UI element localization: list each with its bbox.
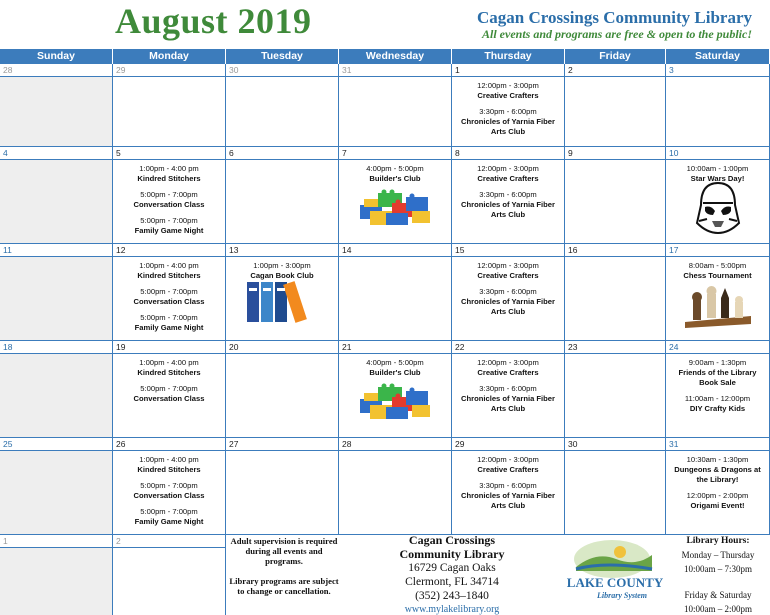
day-number: 19 xyxy=(113,341,225,354)
day-cell[interactable] xyxy=(226,244,339,340)
day-number: 28 xyxy=(0,64,112,77)
phone-number: (352) 243–1840 xyxy=(415,590,489,602)
event-time: 12:00pm - 2:00pm xyxy=(686,491,749,500)
library-name: Cagan Crossings Community Library xyxy=(476,8,752,27)
calendar-event[interactable] xyxy=(454,287,562,317)
day-cell[interactable] xyxy=(113,244,226,340)
event-name: Star Wars Day! xyxy=(690,174,745,183)
calendar-event[interactable] xyxy=(115,261,223,281)
day-number: 31 xyxy=(666,438,769,451)
day-number: 12 xyxy=(113,244,225,257)
event-time: 3:30pm - 6:00pm xyxy=(479,107,537,116)
day-number: 2 xyxy=(565,64,665,77)
event-time: 11:00am - 12:00pm xyxy=(684,394,751,403)
day-number: 29 xyxy=(113,64,225,77)
day-number: 6 xyxy=(226,147,338,160)
calendar-event[interactable] xyxy=(115,455,223,475)
day-cell[interactable] xyxy=(113,341,226,437)
lake-county-logo xyxy=(566,537,664,609)
day-number: 9 xyxy=(565,147,665,160)
calendar-event[interactable] xyxy=(115,384,223,404)
footer-library-name-2: Community Library xyxy=(399,547,505,561)
hours-title: Library Hours: xyxy=(686,536,750,546)
day-number: 30 xyxy=(565,438,665,451)
event-time: 5:00pm - 7:00pm xyxy=(140,190,198,199)
event-time: 9:00am - 1:30pm xyxy=(688,358,747,367)
event-time: 5:00pm - 7:00pm xyxy=(140,216,198,225)
day-cell[interactable] xyxy=(452,64,565,146)
calendar-event[interactable] xyxy=(454,190,562,220)
day-number: 22 xyxy=(452,341,564,354)
day-number: 23 xyxy=(565,341,665,354)
day-cell[interactable] xyxy=(666,244,770,340)
event-time: 5:00pm - 7:00pm xyxy=(140,481,198,490)
library-hours xyxy=(666,534,770,615)
event-name: Kindred Stitchers xyxy=(137,465,201,474)
address-line-2: Clermont, FL 34714 xyxy=(405,576,499,588)
day-cell[interactable] xyxy=(0,438,113,534)
weekday-wednesday: Wednesday xyxy=(339,49,452,64)
day-number: 25 xyxy=(0,438,112,451)
calendar-event[interactable] xyxy=(454,81,562,101)
event-name: Family Game Night xyxy=(134,226,204,235)
day-cell[interactable] xyxy=(565,341,666,437)
event-name: Family Game Night xyxy=(134,323,204,332)
day-cell[interactable] xyxy=(113,535,226,615)
calendar-event[interactable] xyxy=(115,507,223,527)
calendar-event[interactable] xyxy=(115,216,223,236)
tagline: All events and programs are free & open to the public! xyxy=(482,27,752,41)
event-name: Cagan Book Club xyxy=(250,271,314,280)
hours-weekday: 10:00am – 7:30pm xyxy=(684,564,752,574)
event-name: Family Game Night xyxy=(134,517,204,526)
day-number: 11 xyxy=(0,244,112,257)
event-time: 12:00pm - 3:00pm xyxy=(477,261,539,270)
day-number: 17 xyxy=(666,244,769,257)
weekday-sunday: Sunday xyxy=(0,49,113,64)
day-number: 4 xyxy=(0,147,112,160)
event-name: Creative Crafters xyxy=(477,271,539,280)
day-cell[interactable] xyxy=(0,147,113,243)
day-number: 24 xyxy=(666,341,769,354)
day-cell[interactable] xyxy=(0,244,113,340)
day-cell[interactable] xyxy=(339,438,452,534)
event-time: 1:00pm - 4:00 pm xyxy=(139,164,199,173)
supervision-notice: Adult supervision is required during all events and programs. xyxy=(230,536,338,566)
logo-subtext: Library System xyxy=(597,591,647,600)
event-name: Creative Crafters xyxy=(477,465,539,474)
event-name: Creative Crafters xyxy=(477,91,539,100)
day-cell[interactable] xyxy=(666,438,770,534)
event-name: Creative Crafters xyxy=(477,368,539,377)
event-time: 12:00pm - 3:00pm xyxy=(477,455,539,464)
day-number: 10 xyxy=(666,147,769,160)
day-number: 16 xyxy=(565,244,665,257)
event-name: Conversation Class xyxy=(133,200,205,209)
books-icon xyxy=(245,278,321,329)
day-cell[interactable] xyxy=(666,64,770,146)
event-name: Builder's Club xyxy=(369,174,421,183)
weekday-friday: Friday xyxy=(565,49,666,64)
website-link[interactable]: www.mylakelibrary.org xyxy=(404,604,500,615)
day-cell[interactable] xyxy=(339,341,452,437)
event-name: Chronicles of Yarnia Fiber Arts Club xyxy=(461,200,555,219)
weekday-tuesday: Tuesday xyxy=(226,49,339,64)
calendar-event[interactable] xyxy=(668,455,767,485)
calendar-event[interactable] xyxy=(454,107,562,137)
calendar-event[interactable] xyxy=(454,481,562,511)
day-number: 28 xyxy=(339,438,451,451)
calendar-event[interactable] xyxy=(454,384,562,414)
event-time: 12:00pm - 3:00pm xyxy=(477,81,539,90)
event-name: Chronicles of Yarnia Fiber Arts Club xyxy=(461,491,555,510)
calendar-event[interactable] xyxy=(454,455,562,475)
event-time: 5:00pm - 7:00pm xyxy=(140,507,198,516)
event-name: DIY Crafty Kids xyxy=(689,404,746,413)
footer-address xyxy=(342,533,562,615)
day-cell[interactable] xyxy=(565,64,666,146)
event-time: 3:30pm - 6:00pm xyxy=(479,384,537,393)
day-number: 29 xyxy=(452,438,564,451)
stormtrooper-helmet-icon xyxy=(693,179,743,240)
day-cell[interactable] xyxy=(666,341,770,437)
day-number: 31 xyxy=(339,64,451,77)
event-time: 3:30pm - 6:00pm xyxy=(479,287,537,296)
calendar-week xyxy=(0,64,770,147)
day-number: 18 xyxy=(0,341,112,354)
calendar-event[interactable] xyxy=(115,287,223,307)
event-time: 12:00pm - 3:00pm xyxy=(477,164,539,173)
event-name: Chronicles of Yarnia Fiber Arts Club xyxy=(461,394,555,413)
day-number: 7 xyxy=(339,147,451,160)
calendar-event[interactable] xyxy=(341,164,449,184)
event-time: 4:00pm - 5:00pm xyxy=(366,358,424,367)
event-name: Chess Tournament xyxy=(683,271,752,280)
hours-weekday-label: Monday – Thursday xyxy=(681,550,755,560)
day-cell[interactable] xyxy=(0,64,113,146)
day-cell[interactable] xyxy=(226,438,339,534)
day-number: 8 xyxy=(452,147,564,160)
day-cell[interactable] xyxy=(452,438,565,534)
calendar-event[interactable] xyxy=(668,394,767,414)
event-name: Conversation Class xyxy=(133,491,205,500)
event-time: 1:00pm - 4:00 pm xyxy=(139,455,199,464)
calendar-week xyxy=(0,147,770,244)
day-number: 1 xyxy=(452,64,564,77)
change-notice: Library programs are subject to change or cancellation. xyxy=(229,576,339,596)
day-cell[interactable] xyxy=(339,147,452,243)
event-time: 5:00pm - 7:00pm xyxy=(140,313,198,322)
event-time: 12:00pm - 3:00pm xyxy=(477,358,539,367)
day-number: 27 xyxy=(226,438,338,451)
day-cell[interactable] xyxy=(113,64,226,146)
day-number: 20 xyxy=(226,341,338,354)
day-cell[interactable] xyxy=(452,147,565,243)
calendar-event[interactable] xyxy=(668,358,767,388)
day-cell[interactable] xyxy=(666,147,770,243)
logo-text: LAKE COUNTY xyxy=(566,575,664,590)
event-time: 5:00pm - 7:00pm xyxy=(140,287,198,296)
event-name: Chronicles of Yarnia Fiber Arts Club xyxy=(461,297,555,316)
month-title: August 2019 xyxy=(115,1,312,41)
calendar-event[interactable] xyxy=(115,481,223,501)
day-number: 15 xyxy=(452,244,564,257)
calendar-week xyxy=(0,438,770,535)
event-time: 4:00pm - 5:00pm xyxy=(366,164,424,173)
event-time: 8:00am - 5:00pm xyxy=(688,261,747,270)
calendar-event[interactable] xyxy=(115,358,223,378)
weekday-monday: Monday xyxy=(113,49,226,64)
hours-weekend-label: Friday & Saturday xyxy=(684,590,752,600)
day-cell[interactable] xyxy=(226,64,339,146)
day-cell[interactable] xyxy=(0,535,113,615)
event-name: Conversation Class xyxy=(133,394,205,403)
calendar-event[interactable] xyxy=(668,261,767,281)
event-name: Kindred Stitchers xyxy=(137,271,201,280)
weekday-saturday: Saturday xyxy=(666,49,770,64)
calendar-event[interactable] xyxy=(454,261,562,281)
event-name: Creative Crafters xyxy=(477,174,539,183)
day-number: 3 xyxy=(666,64,769,77)
day-cell[interactable] xyxy=(226,341,339,437)
day-number: 30 xyxy=(226,64,338,77)
day-cell[interactable] xyxy=(452,341,565,437)
calendar-grid xyxy=(0,49,770,615)
event-time: 3:30pm - 6:00pm xyxy=(479,190,537,199)
day-cell[interactable] xyxy=(339,244,452,340)
event-name: Origami Event! xyxy=(690,501,745,510)
event-time: 10:00am - 1:00pm xyxy=(686,164,749,173)
day-number: 2 xyxy=(113,535,225,548)
day-number: 21 xyxy=(339,341,451,354)
day-cell[interactable] xyxy=(0,341,113,437)
day-number: 1 xyxy=(0,535,112,548)
event-name: Kindred Stitchers xyxy=(137,174,201,183)
calendar-event[interactable] xyxy=(115,190,223,210)
lego-bricks-icon xyxy=(356,379,436,428)
event-time: 3:30pm - 6:00pm xyxy=(479,481,537,490)
event-name: Dungeons & Dragons at the Library! xyxy=(674,465,761,484)
event-name: Chronicles of Yarnia Fiber Arts Club xyxy=(461,117,555,136)
footer-library-name-1: Cagan Crossings xyxy=(408,533,496,547)
day-cell[interactable] xyxy=(226,147,339,243)
event-time: 10:30am - 1:30pm xyxy=(686,455,749,464)
calendar-event[interactable] xyxy=(668,491,767,511)
day-number: 13 xyxy=(226,244,338,257)
event-name: Conversation Class xyxy=(133,297,205,306)
day-cell[interactable] xyxy=(113,147,226,243)
weekday-thursday: Thursday xyxy=(452,49,565,64)
day-cell[interactable] xyxy=(565,244,666,340)
hours-weekend: 10:00am – 2:00pm xyxy=(684,604,752,614)
calendar-event[interactable] xyxy=(454,358,562,378)
calendar-event[interactable] xyxy=(341,358,449,378)
day-cell[interactable] xyxy=(452,244,565,340)
day-cell[interactable] xyxy=(339,64,452,146)
calendar-week xyxy=(0,244,770,341)
footer-notice xyxy=(228,536,340,606)
event-name: Builder's Club xyxy=(369,368,421,377)
event-time: 1:00pm - 4:00 pm xyxy=(139,261,199,270)
day-number: 26 xyxy=(113,438,225,451)
event-name: Friends of the Library Book Sale xyxy=(678,368,757,387)
chess-pieces-icon xyxy=(683,282,753,335)
calendar-event[interactable] xyxy=(115,313,223,333)
day-cell[interactable] xyxy=(565,147,666,243)
event-time: 1:00pm - 3:00pm xyxy=(253,261,311,270)
weekday-header xyxy=(0,49,770,64)
calendar-event[interactable] xyxy=(115,164,223,184)
event-time: 5:00pm - 7:00pm xyxy=(140,384,198,393)
day-number: 5 xyxy=(113,147,225,160)
calendar-week xyxy=(0,341,770,438)
event-name: Kindred Stitchers xyxy=(137,368,201,377)
calendar-event[interactable] xyxy=(454,164,562,184)
address-line-1: 16729 Cagan Oaks xyxy=(408,562,496,574)
day-cell[interactable] xyxy=(565,438,666,534)
day-number: 14 xyxy=(339,244,451,257)
lego-bricks-icon xyxy=(356,185,436,234)
event-time: 1:00pm - 4:00 pm xyxy=(139,358,199,367)
day-cell[interactable] xyxy=(113,438,226,534)
